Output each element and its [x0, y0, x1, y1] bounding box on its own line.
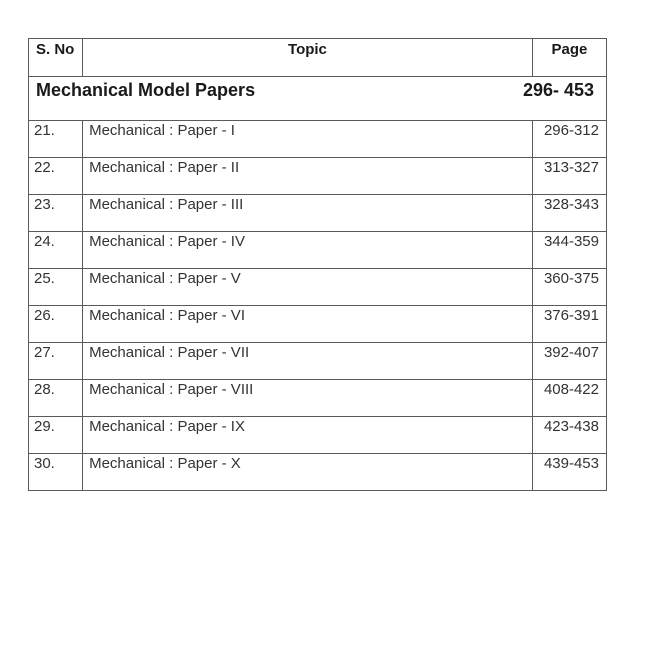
- row-pages: 408-422: [532, 380, 606, 417]
- row-sno: 29.: [29, 417, 83, 454]
- table-row: [29, 306, 607, 343]
- row-topic: Mechanical : Paper - III: [83, 195, 533, 232]
- row-sno: 28.: [29, 380, 83, 417]
- row-topic: Mechanical : Paper - VI: [83, 306, 533, 343]
- row-topic: Mechanical : Paper - IV: [83, 232, 533, 269]
- row-sno: 24.: [29, 232, 83, 269]
- section-row: [29, 77, 607, 121]
- row-sno: 25.: [29, 269, 83, 306]
- row-topic: Mechanical : Paper - X: [83, 454, 533, 491]
- row-pages: 376-391: [532, 306, 606, 343]
- table-of-contents: [28, 38, 607, 491]
- row-sno: 23.: [29, 195, 83, 232]
- row-topic: Mechanical : Paper - IX: [83, 417, 533, 454]
- row-topic: Mechanical : Paper - V: [83, 269, 533, 306]
- section-pages: 296- 453: [522, 80, 594, 100]
- table-row: [29, 269, 607, 306]
- row-topic: Mechanical : Paper - VIII: [83, 380, 533, 417]
- row-pages: 296-312: [532, 121, 606, 158]
- table-row: [29, 232, 607, 269]
- table-row: [29, 121, 607, 158]
- row-sno: 27.: [29, 343, 83, 380]
- table-row: [29, 343, 607, 380]
- row-pages: 360-375: [532, 269, 606, 306]
- header-topic: Topic: [83, 39, 533, 77]
- header-row: [29, 39, 607, 77]
- row-pages: 439-453: [532, 454, 606, 491]
- section-title: Mechanical Model Papers: [36, 80, 256, 100]
- row-pages: 344-359: [532, 232, 606, 269]
- header-page: Page: [532, 39, 606, 77]
- row-sno: 30.: [29, 454, 83, 491]
- row-pages: 328-343: [532, 195, 606, 232]
- table-row: [29, 158, 607, 195]
- row-topic: Mechanical : Paper - I: [83, 121, 533, 158]
- section-cell: [29, 77, 607, 121]
- header-sno: S. No: [29, 39, 83, 77]
- row-sno: 22.: [29, 158, 83, 195]
- table-row: [29, 195, 607, 232]
- row-topic: Mechanical : Paper - II: [83, 158, 533, 195]
- row-pages: 313-327: [532, 158, 606, 195]
- row-pages: 392-407: [532, 343, 606, 380]
- row-topic: Mechanical : Paper - VII: [83, 343, 533, 380]
- table-row: [29, 417, 607, 454]
- row-sno: 21.: [29, 121, 83, 158]
- table-row: [29, 454, 607, 491]
- row-sno: 26.: [29, 306, 83, 343]
- row-pages: 423-438: [532, 417, 606, 454]
- table-row: [29, 380, 607, 417]
